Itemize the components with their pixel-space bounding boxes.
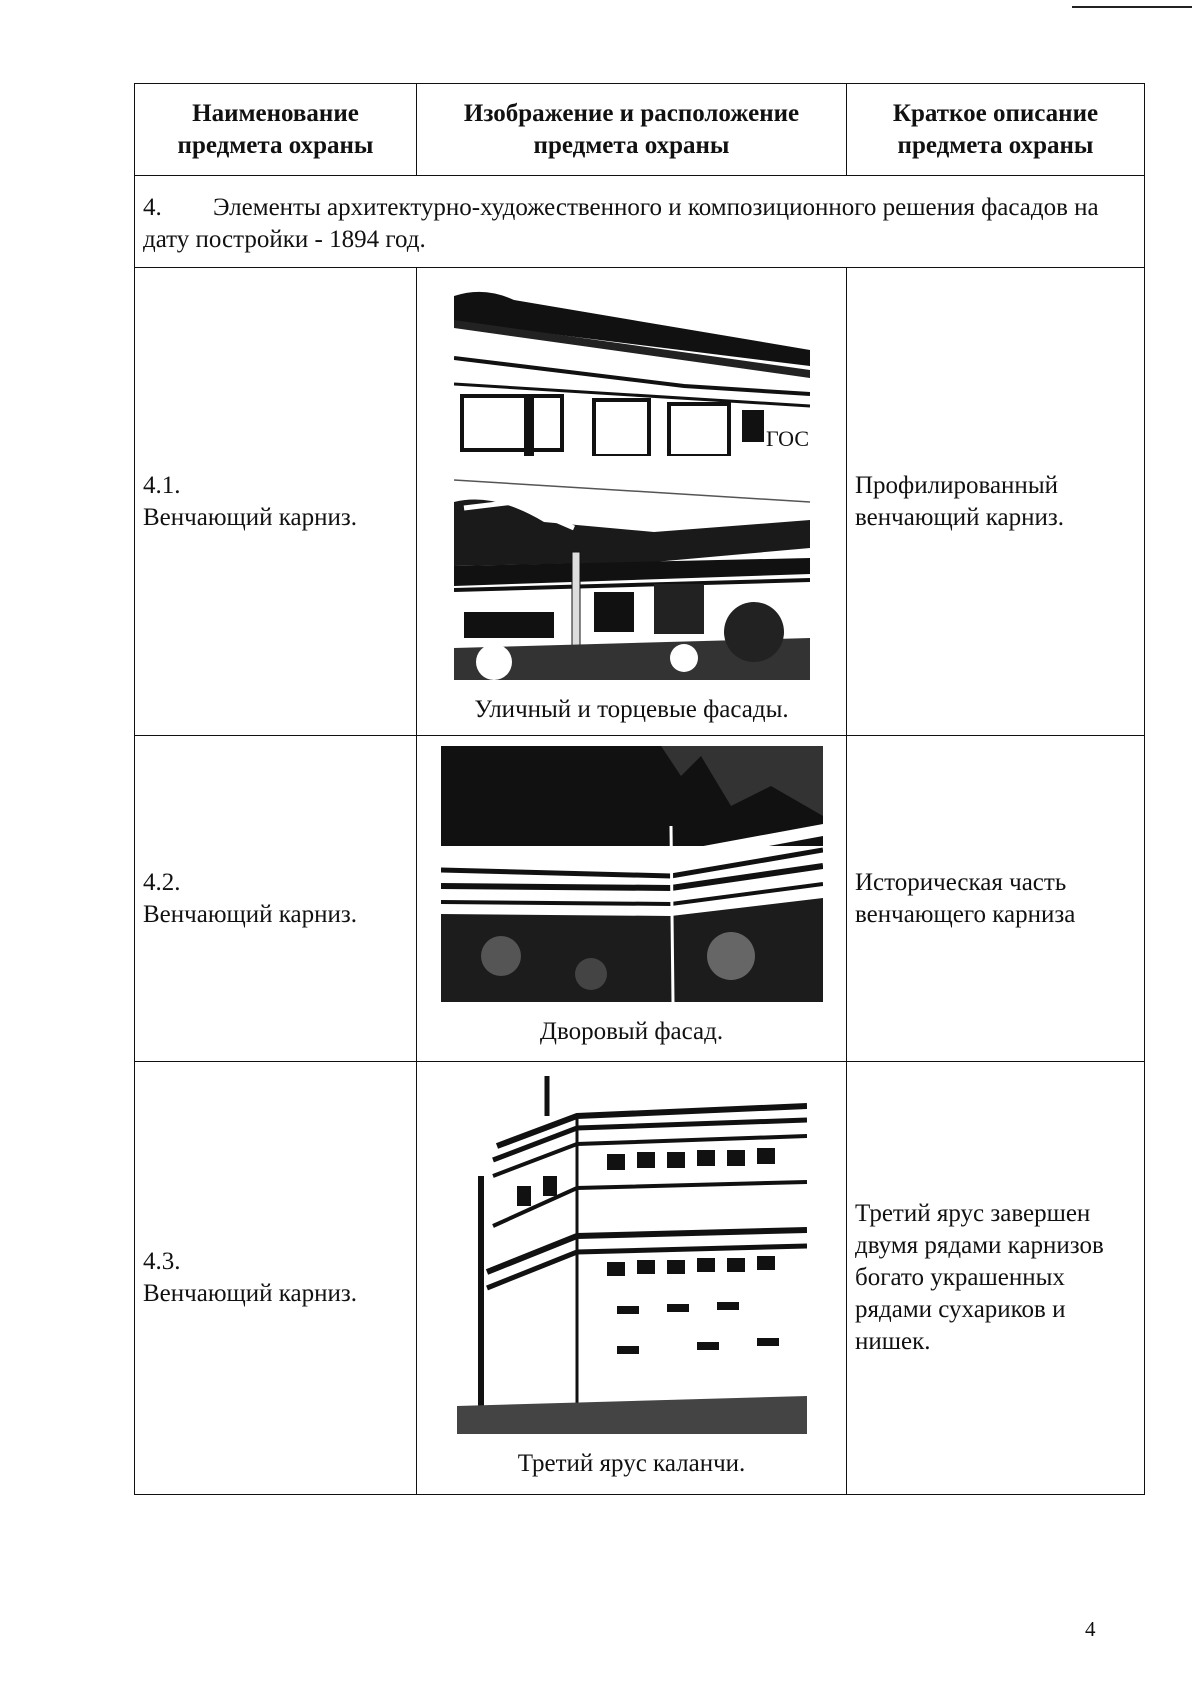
row-caption: Уличный и торцевые фасады. [474,696,789,723]
row-name: Венчающий карниз. [143,900,358,928]
section-number: 4. [143,194,162,221]
table-row [135,1062,1145,1495]
row-name: Венчающий карниз. [143,1280,358,1307]
tower-tier-photo [457,1076,807,1434]
page-number: 4 [1085,1617,1096,1641]
cornice-street-photo [454,286,810,456]
section-cell [135,176,1145,268]
row-image-cell [417,736,847,1062]
row-caption: Дворовый фасад. [539,1018,724,1045]
row-image-cell [417,1062,847,1495]
row-description: Историческая часть венчающего карниза [847,736,1145,1062]
table-row [135,268,1145,736]
section-row [135,176,1145,268]
row-name: Венчающий карниз. [143,503,358,531]
cornice-yard-photo [441,746,823,1002]
cornice-side-photo [454,462,810,680]
row-image-cell [417,268,847,736]
header-image: Изображение и расположение предмета охраны [417,84,847,176]
row-name-cell [135,1062,417,1495]
table-row [135,736,1145,1062]
header-name: Наименование предмета охраны [135,84,417,176]
table-header-row [135,84,1145,176]
header-description: Краткое описание предмета охраны [847,84,1145,176]
corner-rule [1072,6,1192,8]
row-number: 4.1. [143,471,181,499]
row-caption: Третий ярус каланчи. [517,1450,746,1477]
row-description: Профилированный венчающий карниз. [847,268,1145,736]
row-number: 4.3. [143,1248,181,1275]
photo-sign-text: ГОС [765,426,809,451]
protection-subject-table [134,83,1145,1495]
row-number: 4.2. [143,868,181,896]
section-text: Элементы архитектурно-художественного и композиционного решения фасадов на дату постройки - 1894 год. [143,194,1099,253]
row-description: Третий ярус завершен двумя рядами карнизов богато украшенных рядами сухариков и нишек. [847,1062,1145,1495]
row-name-cell [135,268,417,736]
row-name-cell [135,736,417,1062]
